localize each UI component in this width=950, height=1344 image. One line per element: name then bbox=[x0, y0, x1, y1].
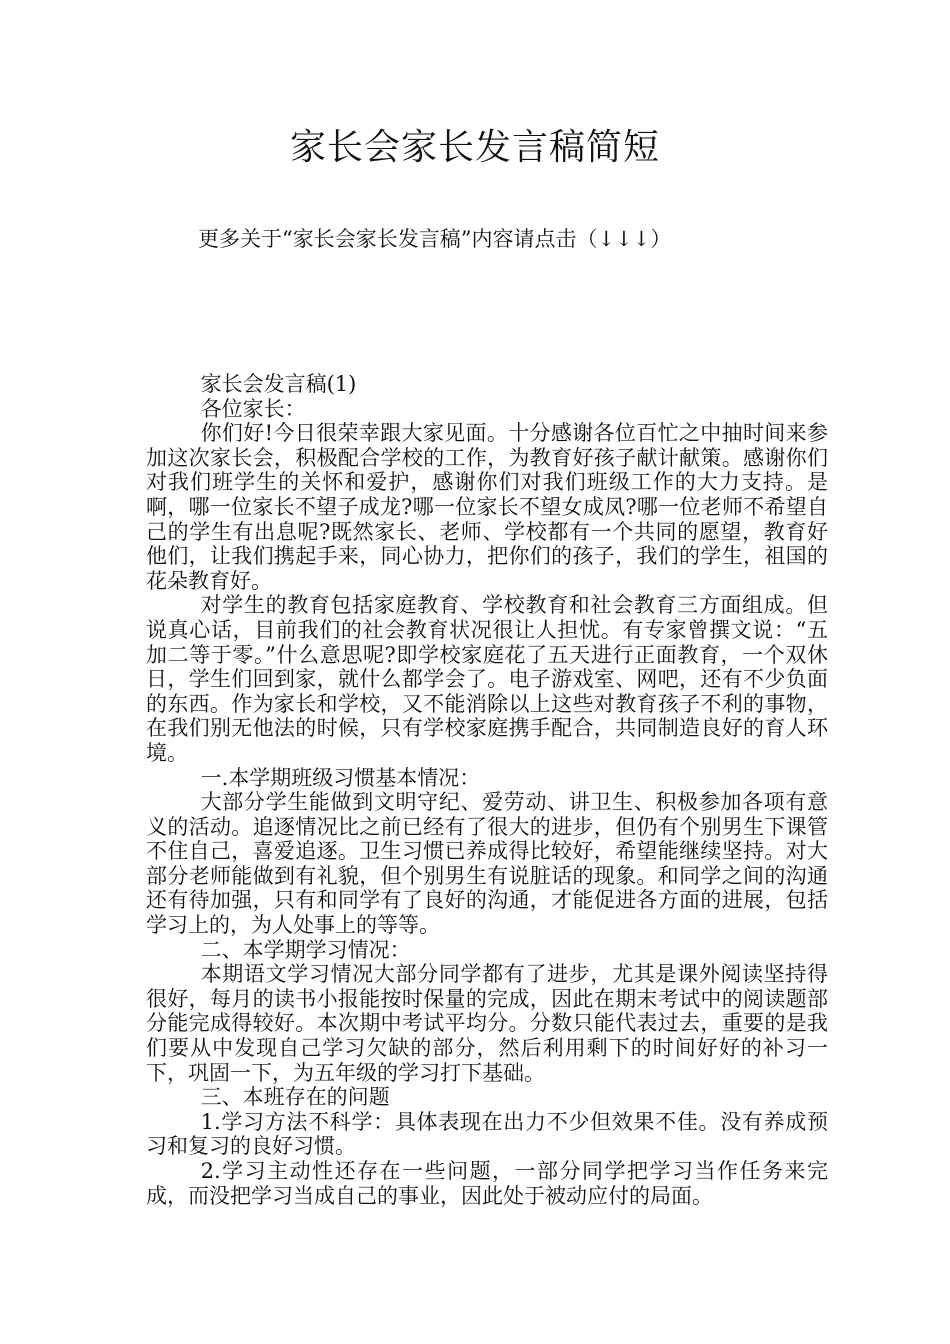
section-heading-problems: 三、本班存在的问题 bbox=[200, 1085, 390, 1110]
body-paragraph: 对学生的教育包括家庭教育、学校教育和社会教育三方面组成。但说真心话，目前我们的社会教育状况很让人担忧。有专家曾撰文说：“五加二等于零。”什么意思呢?即学校家庭花了五天进行正面教育，一个双休日，学生们回到家，就什么都学会了。电子游戏室、网吧，还有不少负面的东西。作为家长和学校，又不能消除以上这些对教育孩子不利的事物，在我们别无他法的时候，只有学校家庭携手配合，共同制造良好的育人环境。 bbox=[146, 593, 828, 765]
body-paragraph: 本期语文学习情况大部分同学都有了进步，尤其是课外阅读坚持得很好，每月的读书小报能按时保量的完成，因此在期末考试中的阅读题部分能完成得较好。本次期中考试平均分。分数只能代表过去，重要的是我们要从中发现自己学习欠缺的部分，然后利用剩下的时间好好的补习一下，巩固一下，为五年级的学习打下基础。 bbox=[146, 962, 828, 1085]
section-heading-habits: 一.本学期班级习惯基本情况： bbox=[200, 765, 481, 790]
section-heading-study: 二、本学期学习情况： bbox=[200, 937, 411, 962]
list-item: 1.学习方法不科学：具体表现在出力不少但效果不佳。没有养成预习和复习的良好习惯。 bbox=[146, 1109, 828, 1159]
document-body bbox=[146, 372, 828, 1208]
greeting-line: 各位家长： bbox=[200, 396, 306, 421]
more-content-link[interactable]: 更多关于“家长会家长发言稿”内容请点击（↓↓↓） bbox=[198, 227, 672, 251]
document-title: 家长会家长发言稿简短 bbox=[289, 127, 660, 168]
body-paragraph: 你们好!今日很荣幸跟大家见面。十分感谢各位百忙之中抽时间来参加这次家长会，积极配合学校的工作，为教育好孩子献计献策。感谢你们对我们班学生的关怀和爱护，感谢你们对我们班级工作的大力支持。是啊，哪一位家长不望子成龙?哪一位家长不望女成凤?哪一位老师不希望自己的学生有出息呢?既然家长、老师、学校都有一个共同的愿望，教育好他们，让我们携起手来，同心协力，把你们的孩子，我们的学生，祖国的花朵教育好。 bbox=[146, 421, 828, 593]
section-heading-speech-1: 家长会发言稿(1) bbox=[200, 372, 357, 396]
body-paragraph: 大部分学生能做到文明守纪、爱劳动、讲卫生、积极参加各项有意义的活动。追逐情况比之前已经有了很大的进步，但仍有个别男生下课管不住自己，喜爱追逐。卫生习惯已养成得比较好，希望能继续坚持。对大部分老师能做到有礼貌，但个别男生有说脏话的现象。和同学之间的沟通还有待加强，只有和同学有了良好的沟通，才能促进各方面的进展，包括学习上的，为人处事上的等等。 bbox=[146, 790, 828, 938]
list-item: 2.学习主动性还存在一些问题，一部分同学把学习当作任务来完成，而没把学习当成自己的事业，因此处于被动应付的局面。 bbox=[146, 1159, 828, 1208]
